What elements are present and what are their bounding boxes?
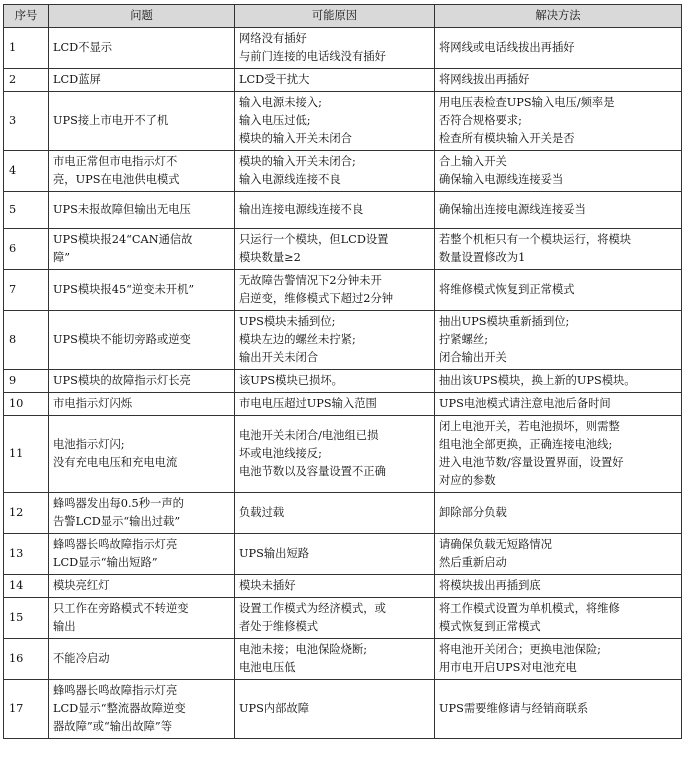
cause-cell-line: 无故障告警情况下2分钟未开 bbox=[239, 274, 382, 287]
issue-cell-line: 亮，UPS在电池供电模式 bbox=[53, 173, 180, 186]
issue-cell-line: 蜂鸣器长鸣故障指示灯亮 bbox=[53, 538, 178, 551]
issue-cell bbox=[49, 69, 235, 92]
cause-cell-line: 输入电压过低; bbox=[239, 114, 311, 127]
cause-cell-line: 输入电源线连接不良 bbox=[239, 173, 341, 186]
table-row bbox=[4, 229, 682, 270]
issue-cell-line: UPS接上市电开不了机 bbox=[53, 114, 169, 127]
issue-cell-line: 输出 bbox=[53, 620, 76, 633]
issue-cell-line: 只工作在旁路模式不转逆变 bbox=[53, 602, 189, 615]
issue-cell-line: 市电指示灯闪烁 bbox=[53, 397, 133, 410]
solution-cell-line: 将工作模式设置为单机模式，将维修 bbox=[439, 602, 620, 615]
solution-cell bbox=[435, 493, 682, 534]
solution-cell-line: 将网线或电话线拔出再插好 bbox=[439, 41, 575, 54]
row-number: 11 bbox=[4, 416, 49, 493]
solution-cell-line: 卸除部分负载 bbox=[439, 506, 507, 519]
cause-cell bbox=[235, 393, 435, 416]
cause-cell-line: LCD受干扰大 bbox=[239, 73, 310, 86]
cause-cell-line: 输入电源未接入; bbox=[239, 96, 322, 109]
cause-cell bbox=[235, 151, 435, 192]
cause-cell-line: 电池开关未闭合/电池组已损 bbox=[239, 429, 379, 442]
issue-cell-line: 没有充电电压和充电电流 bbox=[53, 456, 178, 469]
cause-cell-line: 启逆变，维修模式下超过2分钟 bbox=[239, 292, 394, 305]
header-row bbox=[4, 5, 682, 28]
table-row bbox=[4, 393, 682, 416]
solution-cell-line: 模式恢复到正常模式 bbox=[439, 620, 541, 633]
issue-cell bbox=[49, 370, 235, 393]
issue-cell bbox=[49, 192, 235, 229]
cause-cell bbox=[235, 639, 435, 680]
row-number: 13 bbox=[4, 534, 49, 575]
table-row bbox=[4, 270, 682, 311]
cause-cell bbox=[235, 493, 435, 534]
troubleshooting-table bbox=[3, 4, 682, 739]
cause-cell-line: 者处于维修模式 bbox=[239, 620, 319, 633]
issue-cell-line: UPS模块报24“CAN通信故 bbox=[53, 233, 193, 246]
cause-cell-line: 电池节数以及容量设置不正确 bbox=[239, 465, 386, 478]
solution-cell bbox=[435, 92, 682, 151]
cause-cell bbox=[235, 311, 435, 370]
header-issue: 问题 bbox=[49, 5, 235, 28]
cause-cell-line: 输出连接电源线连接不良 bbox=[239, 203, 364, 216]
troubleshooting-sheet bbox=[3, 4, 681, 739]
solution-cell-line: 确保输入电源线连接妥当 bbox=[439, 173, 564, 186]
cause-cell-line: 负载过载 bbox=[239, 506, 285, 519]
table-row bbox=[4, 28, 682, 69]
solution-cell-line: 请确保负载无短路情况 bbox=[439, 538, 552, 551]
cause-cell bbox=[235, 28, 435, 69]
row-number: 7 bbox=[4, 270, 49, 311]
row-number: 6 bbox=[4, 229, 49, 270]
solution-cell bbox=[435, 393, 682, 416]
table-row bbox=[4, 680, 682, 739]
issue-cell bbox=[49, 92, 235, 151]
issue-cell bbox=[49, 151, 235, 192]
issue-cell-line: 蜂鸣器长鸣故障指示灯亮 bbox=[53, 684, 178, 697]
cause-cell-line: 电池未接；电池保险烧断; bbox=[239, 643, 368, 656]
issue-cell-line: UPS模块不能切旁路或逆变 bbox=[53, 333, 191, 346]
solution-cell bbox=[435, 28, 682, 69]
cause-cell-line: UPS内部故障 bbox=[239, 702, 310, 715]
row-number: 15 bbox=[4, 598, 49, 639]
solution-cell bbox=[435, 229, 682, 270]
cause-cell bbox=[235, 680, 435, 739]
solution-cell-line: 将网线拔出再插好 bbox=[439, 73, 530, 86]
issue-cell-line: 市电正常但市电指示灯不 bbox=[53, 155, 178, 168]
cause-cell-line: 只运行一个模块，但LCD设置 bbox=[239, 233, 389, 246]
cause-cell-line: 该UPS模块已损坏。 bbox=[239, 374, 343, 387]
solution-cell-line: 检查所有模块输入开关是否 bbox=[439, 132, 575, 145]
solution-cell bbox=[435, 680, 682, 739]
table-row bbox=[4, 311, 682, 370]
issue-cell-line: 障” bbox=[53, 251, 71, 264]
cause-cell bbox=[235, 270, 435, 311]
table-row bbox=[4, 534, 682, 575]
solution-cell bbox=[435, 311, 682, 370]
solution-cell-line: 合上输入开关 bbox=[439, 155, 507, 168]
cause-cell-line: 模块的输入开关未闭合 bbox=[239, 132, 352, 145]
solution-cell-line: 闭合输出开关 bbox=[439, 351, 507, 364]
issue-cell-line: 不能冷启动 bbox=[53, 652, 110, 665]
solution-cell bbox=[435, 575, 682, 598]
table-row bbox=[4, 639, 682, 680]
issue-cell bbox=[49, 639, 235, 680]
solution-cell-line: 将维修模式恢复到正常模式 bbox=[439, 283, 575, 296]
solution-cell bbox=[435, 639, 682, 680]
row-number: 17 bbox=[4, 680, 49, 739]
row-number: 8 bbox=[4, 311, 49, 370]
issue-cell bbox=[49, 416, 235, 493]
cause-cell-line: 模块的输入开关未闭合; bbox=[239, 155, 356, 168]
row-number: 3 bbox=[4, 92, 49, 151]
solution-cell bbox=[435, 598, 682, 639]
issue-cell bbox=[49, 270, 235, 311]
row-number: 4 bbox=[4, 151, 49, 192]
issue-cell-line: LCD显示“输出短路” bbox=[53, 556, 158, 569]
solution-cell-line: UPS需要维修请与经销商联系 bbox=[439, 702, 589, 715]
cause-cell bbox=[235, 92, 435, 151]
solution-cell bbox=[435, 151, 682, 192]
issue-cell bbox=[49, 680, 235, 739]
cause-cell bbox=[235, 370, 435, 393]
issue-cell-line: UPS未报故障但输出无电压 bbox=[53, 203, 191, 216]
issue-cell bbox=[49, 534, 235, 575]
issue-cell bbox=[49, 598, 235, 639]
table-row bbox=[4, 598, 682, 639]
row-number: 10 bbox=[4, 393, 49, 416]
row-number: 1 bbox=[4, 28, 49, 69]
row-number: 2 bbox=[4, 69, 49, 92]
issue-cell-line: LCD不显示 bbox=[53, 41, 113, 54]
solution-cell-line: 抽出UPS模块重新插到位; bbox=[439, 315, 570, 328]
solution-cell-line: 若整个机柜只有一个模块运行，将模块 bbox=[439, 233, 632, 246]
issue-cell bbox=[49, 311, 235, 370]
issue-cell bbox=[49, 493, 235, 534]
issue-cell-line: 模块亮红灯 bbox=[53, 579, 110, 592]
cause-cell bbox=[235, 69, 435, 92]
solution-cell-line: UPS电池模式请注意电池后备时间 bbox=[439, 397, 611, 410]
solution-cell bbox=[435, 69, 682, 92]
solution-cell-line: 对应的参数 bbox=[439, 474, 496, 487]
table-row bbox=[4, 192, 682, 229]
solution-cell-line: 确保输出连接电源线连接妥当 bbox=[439, 203, 586, 216]
table-body bbox=[4, 28, 682, 739]
cause-cell-line: 设置工作模式为经济模式，或 bbox=[239, 602, 386, 615]
solution-cell-line: 拧紧螺丝; bbox=[439, 333, 488, 346]
issue-cell-line: UPS模块报45“逆变未开机” bbox=[53, 283, 195, 296]
cause-cell-line: UPS输出短路 bbox=[239, 547, 310, 560]
issue-cell bbox=[49, 393, 235, 416]
solution-cell-line: 否符合规格要求; bbox=[439, 114, 522, 127]
issue-cell bbox=[49, 575, 235, 598]
solution-cell bbox=[435, 416, 682, 493]
cause-cell-line: 坏或电池线接反; bbox=[239, 447, 322, 460]
table-row bbox=[4, 370, 682, 393]
cause-cell-line: 模块数量≥2 bbox=[239, 251, 301, 264]
table-row bbox=[4, 151, 682, 192]
cause-cell bbox=[235, 575, 435, 598]
issue-cell-line: UPS模块的故障指示灯长亮 bbox=[53, 374, 191, 387]
cause-cell-line: 市电电压超过UPS输入范围 bbox=[239, 397, 377, 410]
table-row bbox=[4, 92, 682, 151]
table-row bbox=[4, 575, 682, 598]
solution-cell-line: 抽出该UPS模块，换上新的UPS模块。 bbox=[439, 374, 636, 387]
cause-cell-line: UPS模块未插到位; bbox=[239, 315, 336, 328]
header-no: 序号 bbox=[4, 5, 49, 28]
solution-cell bbox=[435, 370, 682, 393]
cause-cell-line: 与前门连接的电话线没有插好 bbox=[239, 50, 386, 63]
issue-cell bbox=[49, 28, 235, 69]
solution-cell-line: 将模块拔出再插到底 bbox=[439, 579, 541, 592]
cause-cell bbox=[235, 598, 435, 639]
table-row bbox=[4, 416, 682, 493]
solution-cell-line: 将电池开关闭合；更换电池保险; bbox=[439, 643, 601, 656]
issue-cell-line: 电池指示灯闪; bbox=[53, 438, 125, 451]
cause-cell bbox=[235, 192, 435, 229]
issue-cell-line: 告警LCD显示“输出过载” bbox=[53, 515, 181, 528]
cause-cell-line: 电池电压低 bbox=[239, 661, 296, 674]
table-row bbox=[4, 493, 682, 534]
issue-cell-line: 器故障”或“输出故障”等 bbox=[53, 720, 172, 733]
solution-cell-line: 用市电开启UPS对电池充电 bbox=[439, 661, 577, 674]
cause-cell-line: 模块未插好 bbox=[239, 579, 296, 592]
solution-cell-line: 组电池全部更换，正确连接电池线; bbox=[439, 438, 613, 451]
cause-cell bbox=[235, 416, 435, 493]
solution-cell-line: 进入电池节数/容量设置界面，设置好 bbox=[439, 456, 624, 469]
issue-cell-line: LCD显示“整流器故障逆变 bbox=[53, 702, 186, 715]
row-number: 14 bbox=[4, 575, 49, 598]
solution-cell bbox=[435, 534, 682, 575]
issue-cell-line: 蜂鸣器发出每0.5秒一声的 bbox=[53, 497, 184, 510]
solution-cell-line: 然后重新启动 bbox=[439, 556, 507, 569]
header-solution: 解决方法 bbox=[435, 5, 682, 28]
row-number: 12 bbox=[4, 493, 49, 534]
solution-cell-line: 数量设置修改为1 bbox=[439, 251, 526, 264]
cause-cell-line: 输出开关未闭合 bbox=[239, 351, 319, 364]
header-cause: 可能原因 bbox=[235, 5, 435, 28]
row-number: 5 bbox=[4, 192, 49, 229]
cause-cell bbox=[235, 534, 435, 575]
row-number: 16 bbox=[4, 639, 49, 680]
solution-cell-line: 用电压表检查UPS输入电压/频率是 bbox=[439, 96, 615, 109]
solution-cell bbox=[435, 192, 682, 229]
cause-cell-line: 模块左边的螺丝未拧紧; bbox=[239, 333, 356, 346]
solution-cell-line: 闭上电池开关，若电池损坏，则需整 bbox=[439, 420, 620, 433]
row-number: 9 bbox=[4, 370, 49, 393]
issue-cell bbox=[49, 229, 235, 270]
solution-cell bbox=[435, 270, 682, 311]
table-row bbox=[4, 69, 682, 92]
cause-cell bbox=[235, 229, 435, 270]
cause-cell-line: 网络没有插好 bbox=[239, 32, 307, 45]
issue-cell-line: LCD蓝屏 bbox=[53, 73, 101, 86]
